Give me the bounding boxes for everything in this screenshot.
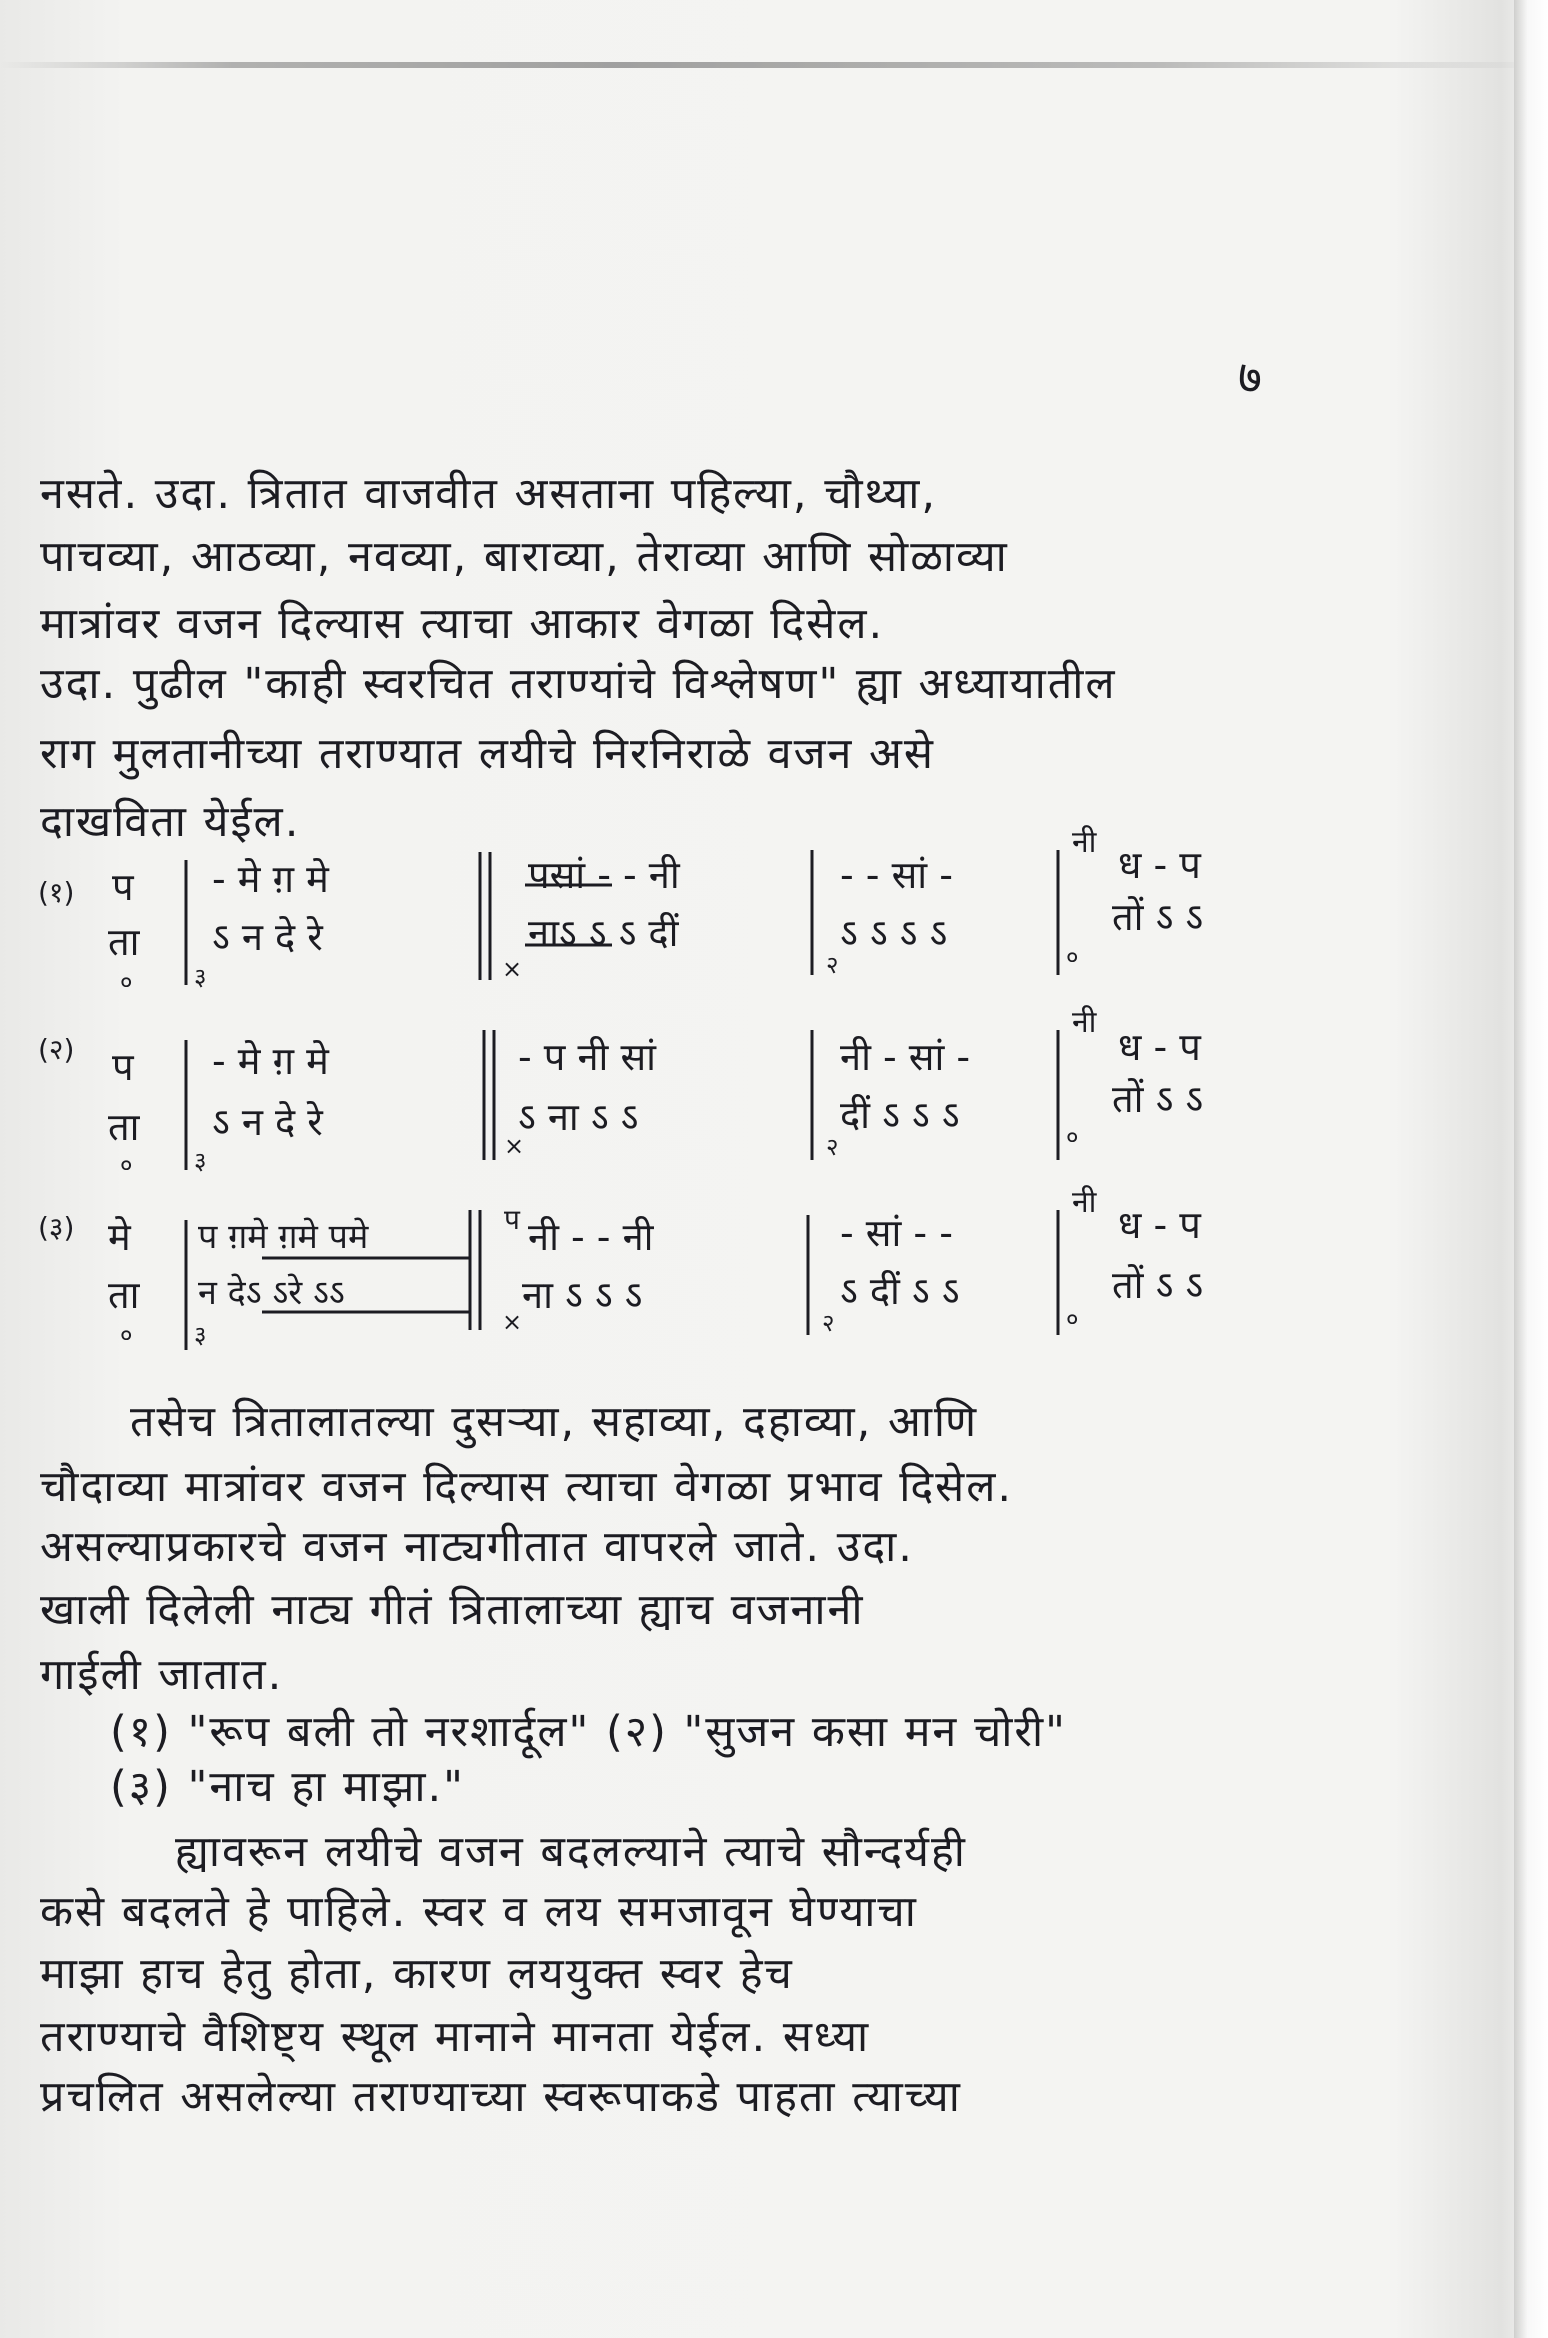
group-bol: ऽ न दे रे [212, 915, 323, 959]
lead-bol: ता [108, 1105, 140, 1149]
group-swar: नी - सां - [840, 1035, 971, 1079]
tala-mark: × [502, 1308, 523, 1336]
group-bol: तों ऽ ऽ [1112, 1263, 1204, 1307]
group-bol: दीं ऽ ऽ ऽ [840, 1093, 960, 1137]
tala-mark: ० [1066, 943, 1079, 971]
group-bol: ऽ दीं ऽ ऽ [840, 1269, 960, 1313]
tala-mark: २ [826, 1133, 839, 1161]
example-number: (३) [38, 1211, 75, 1244]
example-number: (१) [38, 876, 75, 909]
group-swar: प ग़मे ग़मे पमे [198, 1217, 369, 1257]
para3-line: प्रचलित असलेल्या तराण्याच्या स्वरूपाकडे पाहता त्याच्या [40, 2072, 962, 2122]
tala-mark: ० [120, 1151, 133, 1179]
group-swar: ध - प [1118, 1025, 1201, 1069]
para2-line: तसेच त्रितालातल्या दुसऱ्या, सहाव्या, दहाव्या, आणि [130, 1397, 979, 1447]
tala-mark: ० [1066, 1305, 1079, 1333]
kan-swar: प [504, 1203, 520, 1236]
tala-mark: ३ [194, 963, 207, 991]
kan-swar: नी [1072, 1005, 1097, 1040]
lead-swar: प [112, 865, 134, 909]
lead-bol: ता [108, 920, 140, 964]
para2-line: खाली दिलेली नाट्य गीतं त्रितालाच्या ह्याच वजनानी [40, 1585, 865, 1635]
lead-swar: प [112, 1045, 134, 1089]
group-swar: - - सां - [840, 853, 953, 897]
para1-line: उदा. पुढील "काही स्वरचित तराण्यांचे विश्लेषण" ह्या अध्यायातील [40, 659, 1117, 709]
para2-line: असल्याप्रकारचे वजन नाट्यगीतात वापरले जाते. उदा. [40, 1522, 914, 1572]
para3-line: माझा हाच हेतु होता, कारण लययुक्त स्वर हेच [40, 1949, 794, 1999]
tala-mark: २ [822, 1309, 835, 1337]
kan-swar: नी [1072, 825, 1097, 860]
kan-swar: नी [1072, 1185, 1097, 1220]
para3-line: तराण्याचे वैशिष्ट्य स्थूल मानाने मानता येईल. सध्या [40, 2012, 871, 2062]
para1-line: नसते. उदा. त्रितात वाजवीत असताना पहिल्या, चौथ्या, [40, 469, 938, 519]
group-bol: ऽ ना ऽ ऽ [518, 1095, 639, 1139]
tala-mark: × [504, 1132, 525, 1160]
tala-mark: × [502, 955, 523, 983]
para1-line: राग मुलतानीच्या तराण्यात लयीचे निरनिराळे वजन असे [40, 729, 935, 779]
group-swar: नी - - नी [528, 1215, 654, 1259]
group-swar: - मे ग़ मे [212, 857, 329, 901]
para3-line: ह्यावरून लयीचे वजन बदलल्याने त्याचे सौन्दर्यही [175, 1827, 967, 1877]
group-bol: नाऽ ऽ ऽ दीं [528, 911, 679, 955]
group-bol: तों ऽ ऽ [1112, 1077, 1204, 1121]
tala-mark: ३ [194, 1147, 207, 1175]
tala-mark: ० [1066, 1123, 1079, 1151]
example-number: (२) [38, 1033, 75, 1066]
group-swar: ध - प [1118, 1203, 1201, 1247]
group-bol: ऽ न दे रे [212, 1100, 323, 1144]
song-line: (१) "रूप बली तो नरशार्दूल" (२) "सुजन कसा मन चोरी" [110, 1707, 1067, 1757]
para1-line: पाचव्या, आठव्या, नवव्या, बाराव्या, तेराव्या आणि सोळाव्या [40, 532, 1009, 582]
para1-line: दाखविता येईल. [40, 797, 301, 847]
tala-mark: ० [120, 968, 133, 996]
tala-mark: ३ [194, 1321, 207, 1349]
tala-mark: ० [120, 1321, 133, 1349]
group-swar: पसां - - नी [528, 853, 680, 897]
group-swar: ध - प [1118, 843, 1201, 887]
para2-line: चौदाव्या मात्रांवर वजन दिल्यास त्याचा वेगळा प्रभाव दिसेल. [40, 1462, 1014, 1512]
group-swar: - मे ग़ मे [212, 1039, 329, 1083]
song-line: (३) "नाच हा माझा." [110, 1762, 465, 1812]
tala-mark: २ [826, 951, 839, 979]
lead-bol: ता [108, 1273, 140, 1317]
group-bol: न देऽ ऽरे ऽऽ [198, 1273, 345, 1313]
group-bol: ना ऽ ऽ ऽ [522, 1273, 643, 1317]
page-number: ७ [1238, 350, 1262, 404]
group-swar: - प नी सां [518, 1035, 656, 1079]
group-bol: तों ऽ ऽ [1112, 895, 1204, 939]
para2-line: गाईली जातात. [40, 1650, 284, 1700]
lead-swar: मे [108, 1215, 131, 1259]
para1-line: मात्रांवर वजन दिल्यास त्याचा आकार वेगळा दिसेल. [40, 599, 885, 649]
group-bol: ऽ ऽ ऽ ऽ [840, 911, 948, 955]
para3-line: कसे बदलते हे पाहिले. स्वर व लय समजावून घेण्याचा [40, 1887, 918, 1937]
group-swar: - सां - - [840, 1211, 953, 1255]
